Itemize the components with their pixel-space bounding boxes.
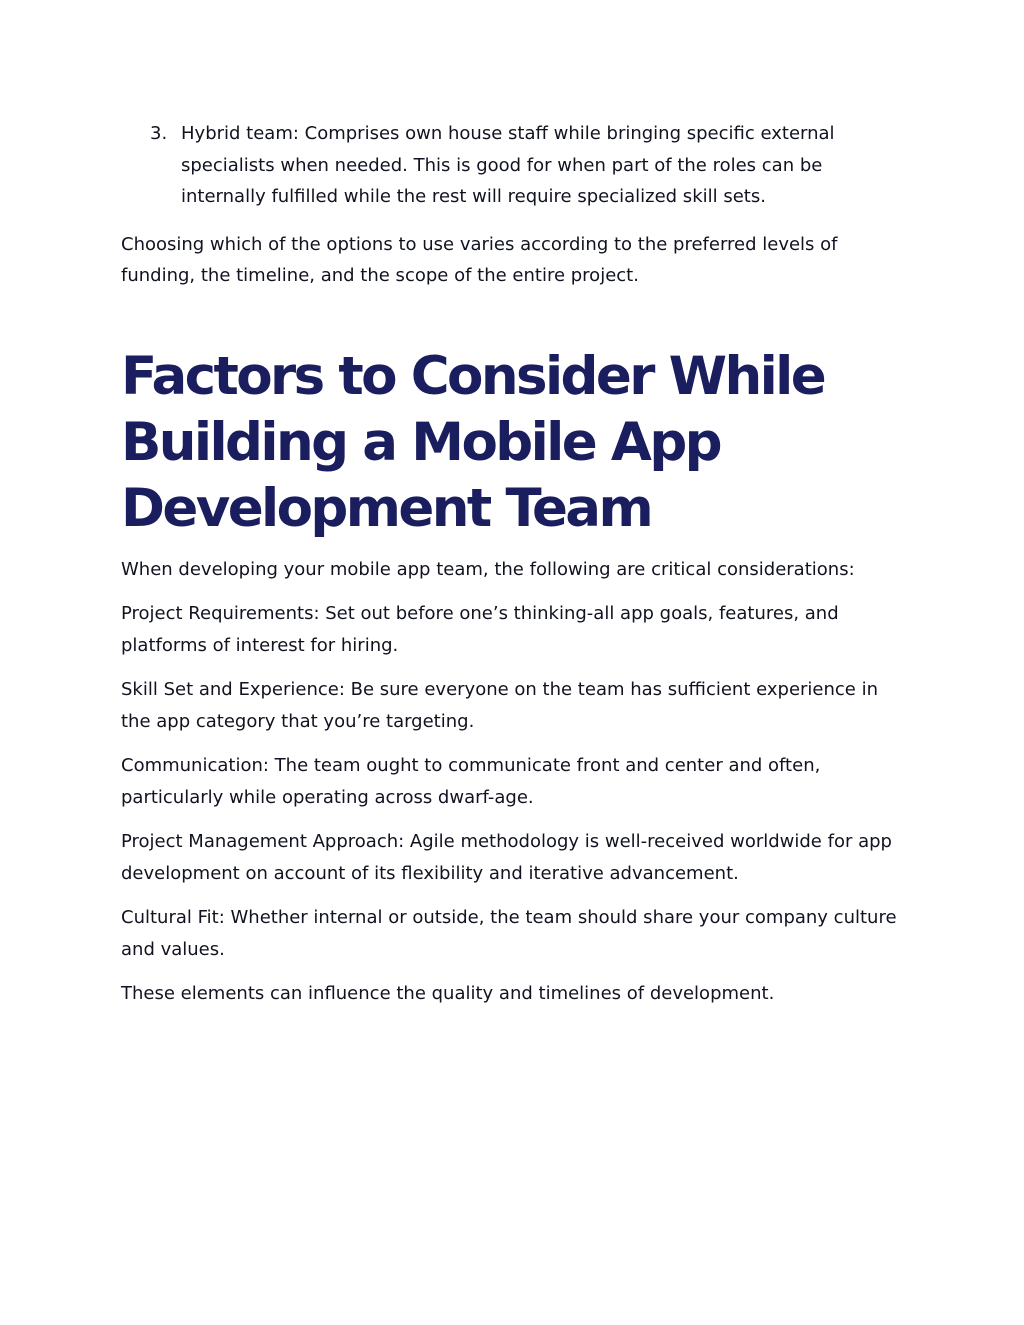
intro-paragraph: Choosing which of the options to use varies according to the preferred levels of funding, the timeline, and the scope of the entire project. bbox=[121, 233, 838, 286]
factor-cultural-fit: Cultural Fit: Whether internal or outside, the team should share your company culture and values. bbox=[121, 907, 897, 960]
numbered-list-item bbox=[150, 118, 911, 213]
closing-paragraph: These elements can influence the quality and timelines of development. bbox=[121, 983, 775, 1004]
factor-project-management: Project Management Approach: Agile methodology is well-received worldwide for app development on account of its flexibility and iterative advancement. bbox=[121, 831, 892, 884]
factor-skill-set: Skill Set and Experience: Be sure everyone on the team has sufficient experience in the app category that you’re targeting. bbox=[121, 679, 879, 732]
factor-project-requirements: Project Requirements: Set out before one’s thinking-all app goals, features, and platforms of interest for hiring. bbox=[121, 603, 839, 656]
list-item-text: Hybrid team: Comprises own house staff while bringing specific external specialists when needed. This is good for when part of the roles can be internally fulfilled while the rest will require specialized skill sets. bbox=[181, 123, 835, 207]
document-page bbox=[121, 118, 911, 1010]
lead-paragraph: When developing your mobile app team, the following are critical considerations: bbox=[121, 558, 855, 580]
section-heading: Factors to Consider While Building a Mobile App Development Team bbox=[121, 345, 825, 539]
factor-communication: Communication: The team ought to communicate front and center and often, particularly while operating across dwarf-age. bbox=[121, 755, 821, 808]
list-number: 3. bbox=[150, 123, 168, 144]
